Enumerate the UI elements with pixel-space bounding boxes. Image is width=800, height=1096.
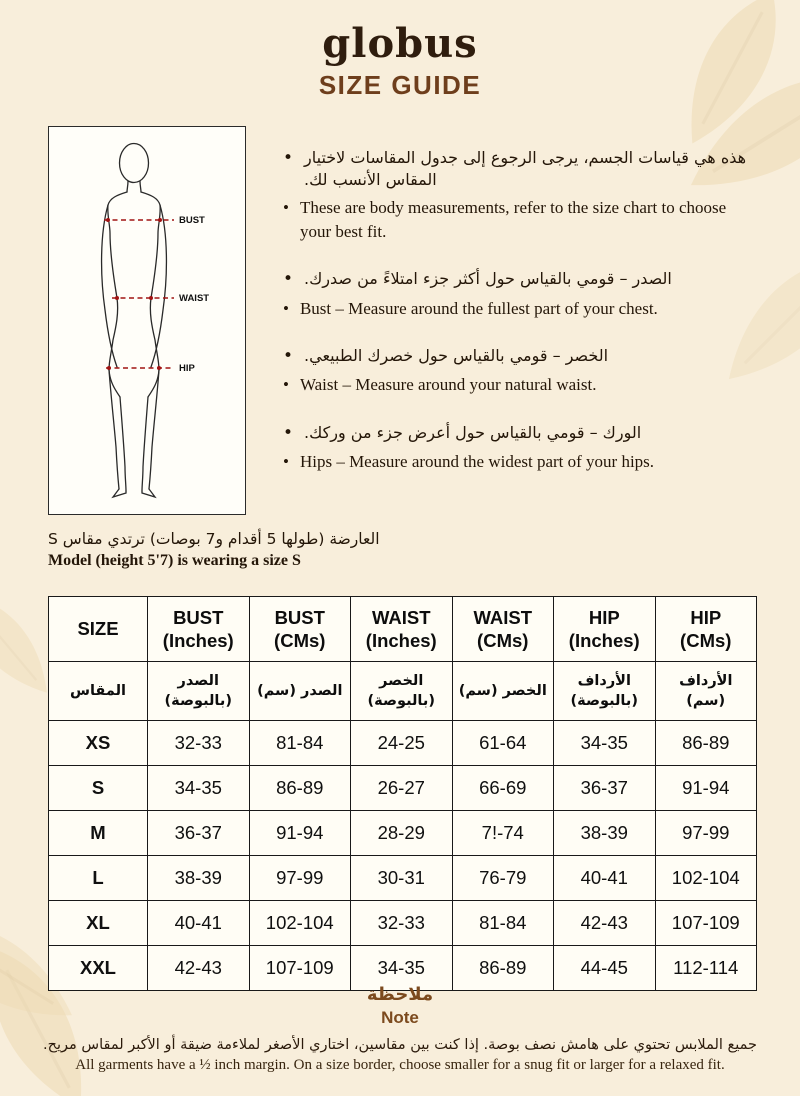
col-header-waist-in: WAIST (Inches)	[351, 597, 453, 662]
table-row-l	[49, 856, 757, 901]
table-cell: 86-89	[249, 766, 351, 811]
size-label: XL	[49, 901, 148, 946]
instruction-item-ar	[283, 345, 757, 368]
table-cell: 97-99	[249, 856, 351, 901]
table-cell: 7!-74	[452, 811, 554, 856]
size-label: M	[49, 811, 148, 856]
col-header-waist-cm-ar: الخصر (سم)	[452, 662, 554, 721]
waist-line-label: WAIST	[179, 292, 210, 304]
size-label: L	[49, 856, 148, 901]
instruction-item-ar	[283, 268, 757, 291]
instruction-group-hip	[283, 422, 757, 474]
table-cell: 44-45	[554, 946, 656, 991]
instruction-item-en	[283, 373, 757, 396]
table-cell: 32-33	[148, 721, 250, 766]
brand-header	[0, 22, 800, 101]
hip-line-label: HIP	[179, 362, 195, 374]
col-header-hip-in: HIP (Inches)	[554, 597, 656, 662]
table-cell: 34-35	[554, 721, 656, 766]
table-cell: 81-84	[452, 901, 554, 946]
table-cell: 61-64	[452, 721, 554, 766]
model-note-en: Model (height 5'7) is wearing a size S	[48, 552, 301, 569]
page-title: SIZE GUIDE	[318, 70, 482, 100]
instruction-item-ar	[283, 422, 757, 445]
table-cell: 81-84	[249, 721, 351, 766]
col-header-size-ar: المقاس	[49, 662, 148, 721]
table-header-row-en	[49, 597, 757, 662]
table-cell: 38-39	[148, 856, 250, 901]
col-header-bust-in: BUST (Inches)	[148, 597, 250, 662]
col-header-bust-cm-ar: الصدر (سم)	[249, 662, 351, 721]
table-row-xl	[49, 901, 757, 946]
table-cell: 36-37	[554, 766, 656, 811]
note-title-ar: ملاحظة	[366, 984, 434, 1005]
table-cell: 30-31	[351, 856, 453, 901]
table-cell: 76-79	[452, 856, 554, 901]
table-cell: 40-41	[554, 856, 656, 901]
table-cell: 26-27	[351, 766, 453, 811]
size-label: S	[49, 766, 148, 811]
body-measurement-figure	[56, 135, 238, 507]
table-cell: 24-25	[351, 721, 453, 766]
instruction-item-ar	[283, 147, 757, 191]
col-header-waist-cm: WAIST (CMs)	[452, 597, 554, 662]
table-row-xs	[49, 721, 757, 766]
col-header-hip-in-ar: الأرداف (بالبوصة)	[554, 662, 656, 721]
col-header-bust-in-ar: الصدر (بالبوصة)	[148, 662, 250, 721]
instruction-text-ar: • الخصر – قومي بالقياس حول خصرك الطبيعي.	[304, 345, 609, 365]
instruction-text-ar: • الورك – قومي بالقياس حول أعرض جزء من وركك.	[304, 422, 642, 442]
brand-logo: globus	[322, 20, 478, 67]
table-cell: 102-104	[655, 856, 757, 901]
note-body-en: All garments have a ½ inch margin. On a size border, choose smaller for a snug fit or larger for a relaxed fit.	[75, 1057, 725, 1073]
table-cell: 66-69	[452, 766, 554, 811]
measurement-figure-box	[48, 126, 246, 515]
table-cell: 91-94	[655, 766, 757, 811]
instruction-item-en	[283, 297, 757, 320]
instruction-text-ar: • الصدر – قومي بالقياس حول أكثر جزء امتلاءً من صدرك.	[304, 269, 672, 289]
table-cell: 97-99	[655, 811, 757, 856]
note-body-ar: جميع الملابس تحتوي على هامش نصف بوصة. إذا كنت بين مقاسين، اختاري الأصغر لملاءمة ضيقة أو الأكبر لمقاس مريح.	[43, 1037, 757, 1053]
instruction-item-en	[283, 450, 757, 473]
table-cell: 91-94	[249, 811, 351, 856]
bust-line-label: BUST	[179, 214, 205, 226]
instruction-text-ar: • هذه هي قياسات الجسم، يرجى الرجوع إلى جدول المقاسات لاختيار المقاس الأنسب لك.	[304, 148, 747, 190]
col-header-hip-cm: HIP (CMs)	[655, 597, 757, 662]
instruction-text-en: • Hips – Measure around the widest part of your hips.	[299, 452, 655, 472]
size-label: XXL	[49, 946, 148, 991]
model-note-ar: العارضة (طولها 5 أقدام و7 بوصات) ترتدي مقاس S	[48, 530, 380, 548]
col-header-bust-cm: BUST (CMs)	[249, 597, 351, 662]
table-cell: 34-35	[351, 946, 453, 991]
col-header-waist-in-ar: الخصر (بالبوصة)	[351, 662, 453, 721]
model-note	[48, 530, 380, 570]
table-cell: 107-109	[249, 946, 351, 991]
table-cell: 32-33	[351, 901, 453, 946]
table-cell: 112-114	[655, 946, 757, 991]
table-cell: 102-104	[249, 901, 351, 946]
instruction-group-intro	[283, 147, 757, 243]
table-cell: 86-89	[452, 946, 554, 991]
size-label: XS	[49, 721, 148, 766]
instruction-group-bust	[283, 268, 757, 320]
table-cell: 40-41	[148, 901, 250, 946]
size-chart	[48, 596, 756, 991]
table-cell: 28-29	[351, 811, 453, 856]
instruction-text-en: • Waist – Measure around your natural waist.	[299, 375, 597, 395]
size-chart-table	[48, 596, 757, 991]
table-cell: 38-39	[554, 811, 656, 856]
table-header-row-ar	[49, 662, 757, 721]
table-cell: 36-37	[148, 811, 250, 856]
table-row-m	[49, 811, 757, 856]
note-title-en: Note	[381, 1008, 419, 1027]
table-cell: 42-43	[554, 901, 656, 946]
table-cell: 107-109	[655, 901, 757, 946]
instruction-group-waist	[283, 345, 757, 397]
instruction-text-en: • These are body measurements, refer to the size chart to choose your best fit.	[299, 198, 727, 241]
table-cell: 86-89	[655, 721, 757, 766]
instruction-item-en	[283, 196, 757, 243]
table-cell: 34-35	[148, 766, 250, 811]
instructions-list	[283, 147, 757, 499]
col-header-size: SIZE	[49, 597, 148, 662]
note-section	[0, 984, 800, 1074]
col-header-hip-cm-ar: الأرداف (سم)	[655, 662, 757, 721]
figure-sketch	[102, 143, 167, 497]
table-cell: 42-43	[148, 946, 250, 991]
instruction-text-en: • Bust – Measure around the fullest part of your chest.	[299, 298, 658, 318]
table-row-s	[49, 766, 757, 811]
